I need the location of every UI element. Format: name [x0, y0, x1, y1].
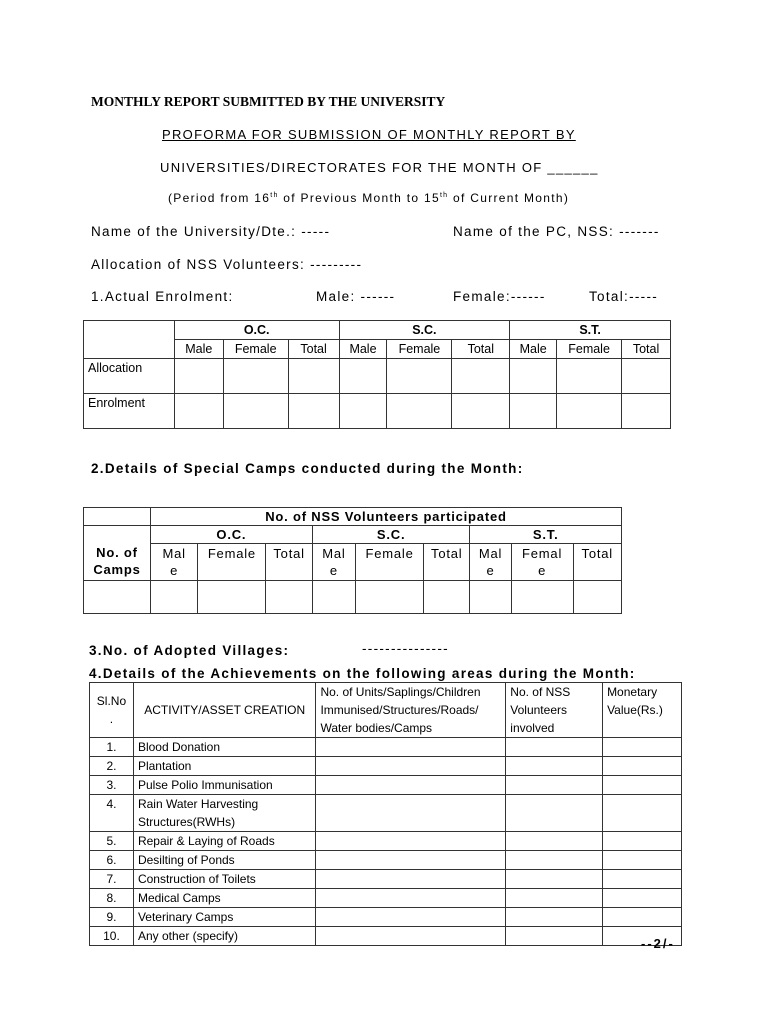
table1-group-oc: O.C. [174, 321, 339, 340]
table4-monetary-input[interactable] [603, 757, 682, 776]
table1-input-cell[interactable] [174, 359, 223, 394]
table1-st-total: Total [622, 340, 671, 359]
section2-heading: 2.Details of Special Camps conducted during the Month: [91, 461, 524, 476]
table2-input-cell[interactable] [356, 581, 424, 614]
table4-row [90, 757, 682, 776]
table2-oc-female: Female [198, 544, 266, 581]
section3-value: --------------- [362, 641, 449, 656]
table1-row-enrolment-label: Enrolment [84, 394, 175, 429]
table2-blank-top [84, 508, 151, 526]
table4-monetary-input[interactable] [603, 889, 682, 908]
table2-camps-header [84, 526, 151, 581]
table4-row [90, 776, 682, 795]
table2-input-cell[interactable] [424, 581, 470, 614]
university-name-field: Name of the University/Dte.: ----- [91, 224, 331, 239]
table4-activity-text: Repair & Laying of Roads [137, 834, 275, 848]
table4-volunteers-input[interactable] [506, 908, 603, 927]
table4-header-volunteers [506, 683, 603, 738]
table1-sc-female: Female [387, 340, 452, 359]
table1-sc-total: Total [452, 340, 510, 359]
table4-header-units [316, 683, 506, 738]
table1-sc-male: Male [339, 340, 387, 359]
table1-group-st: S.T. [510, 321, 671, 340]
table1-oc-total: Total [288, 340, 339, 359]
table2-input-cell[interactable] [198, 581, 266, 614]
table4-activity-text: Construction of Toilets [137, 872, 256, 886]
table4-activity-text: Any other (specify) [137, 929, 238, 943]
table4-monetary-input[interactable] [603, 795, 682, 832]
table2-st-male [470, 544, 511, 581]
period-text-a: (Period from 16 [168, 191, 271, 205]
table4-units-input[interactable] [316, 832, 506, 851]
section4-heading: 4.Details of the Achievements on the following areas during the Month: [89, 666, 636, 681]
table4-activity [133, 738, 315, 757]
table4-activity-text: Plantation [137, 759, 192, 773]
table2-sc-total: Total [424, 544, 470, 581]
table1-input-cell[interactable] [452, 394, 510, 429]
table4-volunteers-input[interactable] [506, 795, 603, 832]
table4-units-input[interactable] [316, 927, 506, 946]
special-camps-table [83, 507, 622, 614]
table1-input-cell[interactable] [174, 394, 223, 429]
table1-group-sc: S.C. [339, 321, 510, 340]
table1-oc-male: Male [174, 340, 223, 359]
table2-st-female-2: e [538, 563, 547, 578]
table4-row [90, 795, 682, 832]
proforma-heading-line1: PROFORMA FOR SUBMISSION OF MONTHLY REPORT BY [162, 127, 576, 142]
table1-input-cell[interactable] [622, 394, 671, 429]
table2-group-sc: S.C. [312, 526, 470, 544]
table4-header-monetary [603, 683, 682, 738]
table2-input-cell[interactable] [573, 581, 622, 614]
table4-row [90, 870, 682, 889]
table1-input-cell[interactable] [339, 359, 387, 394]
page-number: --2/- [641, 936, 675, 951]
table2-sc-male-1: Mal [322, 546, 346, 561]
table1-input-cell[interactable] [387, 394, 452, 429]
table4-slno: 10. [90, 927, 134, 946]
table1-input-cell[interactable] [622, 359, 671, 394]
section3-label: 3.No. of Adopted Villages: [89, 643, 290, 658]
table4-volunteers-input[interactable] [506, 738, 603, 757]
table2-input-cell[interactable] [312, 581, 355, 614]
table1-oc-female: Female [223, 340, 288, 359]
table4-units-input[interactable] [316, 870, 506, 889]
table4-volunteers-input[interactable] [506, 776, 603, 795]
period-text-c: of Current Month) [448, 191, 570, 205]
table2-st-female [511, 544, 573, 581]
table1-input-cell[interactable] [223, 359, 288, 394]
table4-activity-text: Desilting of Ponds [137, 853, 235, 867]
table2-camps-label-2: Camps [93, 562, 141, 577]
table4-monetary-input[interactable] [603, 870, 682, 889]
table4-units-input[interactable] [316, 776, 506, 795]
table4-monetary-input[interactable] [603, 738, 682, 757]
table2-st-male-1: Mal [478, 546, 503, 561]
table4-units-input[interactable] [316, 738, 506, 757]
table4-header-vol-1: No. of NSS [510, 685, 571, 699]
table4-activity-text: Blood Donation [137, 740, 221, 754]
table4-units-input[interactable] [316, 851, 506, 870]
period-text-b: of Previous Month to 15 [278, 191, 440, 205]
table4-monetary-input[interactable] [603, 908, 682, 927]
table4-row [90, 738, 682, 757]
table4-units-input[interactable] [316, 889, 506, 908]
table4-activity-text: Medical Camps [137, 891, 221, 905]
table4-slno: 3. [90, 776, 134, 795]
table2-st-male-2: e [486, 563, 495, 578]
table2-st-total: Total [573, 544, 622, 581]
table4-header-activity: ACTIVITY/ASSET CREATION [133, 683, 315, 738]
period-note [168, 191, 569, 205]
table4-row [90, 927, 682, 946]
table4-activity [133, 832, 315, 851]
table4-volunteers-input[interactable] [506, 832, 603, 851]
table1-row-allocation-label: Allocation [84, 359, 175, 394]
table2-oc-male-2: e [170, 563, 179, 578]
table2-input-cell[interactable] [470, 581, 511, 614]
table4-activity-text: Pulse Polio Immunisation [137, 778, 273, 792]
table4-row [90, 908, 682, 927]
table4-slno: 7. [90, 870, 134, 889]
table4-slno: 8. [90, 889, 134, 908]
table1-input-cell[interactable] [288, 394, 339, 429]
table4-volunteers-input[interactable] [506, 927, 603, 946]
table1-input-cell[interactable] [510, 359, 557, 394]
table2-input-cell[interactable] [511, 581, 573, 614]
table2-sc-female: Female [356, 544, 424, 581]
table4-activity-text: Veterinary Camps [137, 910, 234, 924]
table4-header-units-1: No. of Units/Saplings/Children [320, 685, 481, 699]
table1-st-female: Female [557, 340, 622, 359]
table4-header-money-1: Monetary [607, 685, 658, 699]
table4-slno: 6. [90, 851, 134, 870]
table4-activity [133, 795, 315, 832]
enrolment-male: Male: ------ [316, 289, 396, 304]
table4-header-slno [90, 683, 134, 738]
table1-input-cell[interactable] [510, 394, 557, 429]
table4-slno: 9. [90, 908, 134, 927]
table2-sc-male [312, 544, 355, 581]
table1-input-cell[interactable] [339, 394, 387, 429]
table2-camps-label-1: No. of [96, 545, 138, 560]
table4-activity [133, 889, 315, 908]
pc-name-field: Name of the PC, NSS: ------- [453, 224, 660, 239]
table2-sc-male-2: e [329, 563, 338, 578]
enrolment-label: 1.Actual Enrolment: [91, 289, 234, 304]
table4-activity [133, 870, 315, 889]
period-sup-1: th [270, 192, 279, 199]
table4-header-slno-1: Sl.No [96, 694, 127, 708]
table4-slno: 4. [90, 795, 134, 832]
table4-activity [133, 757, 315, 776]
table2-st-female-1: Femal [522, 546, 563, 561]
enrolment-total: Total:----- [589, 289, 659, 304]
table4-volunteers-input[interactable] [506, 870, 603, 889]
table4-volunteers-input[interactable] [506, 757, 603, 776]
table1-st-male: Male [510, 340, 557, 359]
table4-slno: 1. [90, 738, 134, 757]
table2-super-header: No. of NSS Volunteers participated [150, 508, 621, 526]
table2-group-st: S.T. [470, 526, 622, 544]
table2-oc-male-1: Mal [162, 546, 186, 561]
achievements-table [89, 682, 682, 946]
table4-slno: 5. [90, 832, 134, 851]
table4-monetary-input[interactable] [603, 832, 682, 851]
table2-group-oc: O.C. [150, 526, 312, 544]
table4-header-money-2: Value(Rs.) [607, 703, 663, 717]
table2-oc-male [150, 544, 197, 581]
enrolment-female: Female:------ [453, 289, 546, 304]
table4-volunteers-input[interactable] [506, 889, 603, 908]
table2-input-cell[interactable] [266, 581, 312, 614]
table4-volunteers-input[interactable] [506, 851, 603, 870]
table4-units-input[interactable] [316, 757, 506, 776]
table1-input-cell[interactable] [288, 359, 339, 394]
period-sup-2: th [439, 192, 449, 199]
table4-units-input[interactable] [316, 795, 506, 832]
table4-header-vol-2: Volunteers [510, 703, 567, 717]
table2-input-cell[interactable] [84, 581, 151, 614]
table4-units-input[interactable] [316, 908, 506, 927]
table4-row [90, 851, 682, 870]
table4-header-units-2: Immunised/Structures/Roads/ [320, 703, 479, 717]
table4-activity-text-2: Structures(RWHs) [137, 815, 236, 829]
proforma-heading-line2: UNIVERSITIES/DIRECTORATES FOR THE MONTH OF ______ [160, 160, 599, 175]
table4-header-slno-2: . [109, 712, 114, 726]
table4-activity [133, 908, 315, 927]
table4-activity [133, 927, 315, 946]
table4-monetary-input[interactable] [603, 776, 682, 795]
report-title: MONTHLY REPORT SUBMITTED BY THE UNIVERSITY [91, 94, 446, 109]
table1-input-cell[interactable] [387, 359, 452, 394]
table1-input-cell[interactable] [223, 394, 288, 429]
table2-input-cell[interactable] [150, 581, 197, 614]
table1-corner-cell [84, 321, 175, 359]
table1-input-cell[interactable] [557, 359, 622, 394]
allocation-field: Allocation of NSS Volunteers: --------- [91, 257, 363, 272]
table4-row [90, 889, 682, 908]
table1-input-cell[interactable] [557, 394, 622, 429]
table4-row [90, 832, 682, 851]
table4-monetary-input[interactable] [603, 851, 682, 870]
table4-activity [133, 776, 315, 795]
table1-input-cell[interactable] [452, 359, 510, 394]
table4-activity [133, 851, 315, 870]
table4-activity-text: Rain Water Harvesting [137, 797, 259, 811]
table4-header-units-3: Water bodies/Camps [320, 721, 433, 735]
table4-slno: 2. [90, 757, 134, 776]
table2-oc-total: Total [266, 544, 312, 581]
table4-header-vol-3: involved [510, 721, 555, 735]
enrolment-table [83, 320, 671, 429]
